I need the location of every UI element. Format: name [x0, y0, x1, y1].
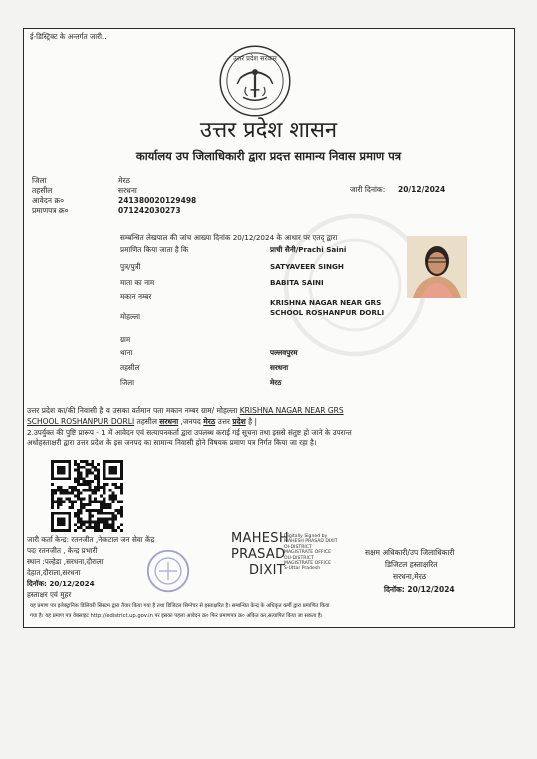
footer-line-2: गया है। यह प्रमाण पत्र वेबसाइट http://edistrict.up.gov.in पर इसका पहला आवेदन क्र० फिर प्रमाणपत्र क्र० अंकित कर,सत्यापित किया जा सकता है।: [30, 613, 323, 619]
tehsil-label: तहसील: [32, 186, 53, 195]
officer-location: सरधना,मेरठ: [393, 572, 427, 581]
para1-line1: उत्तर प्रदेश का/की निवासी है व उसका वर्तमान पता मकान नम्बर ग्राम/ मोहल्ला KRISHNA NAGAR NEAR GRS: [27, 406, 344, 415]
police-station-value: पल्लवपुरम: [270, 348, 298, 357]
applicant-name: प्राची सैनी/Prachi Saini: [270, 245, 347, 254]
district-detail-value: मेरठ: [270, 378, 282, 387]
issuer-date: दिनॉक: 20/12/2024: [27, 579, 95, 588]
detail-label: प्रमाणित किया जाता है कि: [120, 245, 189, 254]
certificate-no-label: प्रमाणपत्र क्र०: [32, 206, 69, 215]
application-no-label: आवेदन क्र०: [32, 196, 65, 205]
emblem-text: उत्तर प्रदेश सरकार: [233, 54, 277, 63]
issue-date-label: जारी दिनांक:: [350, 185, 386, 194]
officer-date: दिनॉक: 20/12/2024: [384, 585, 455, 594]
certificate-no-value: 071242030273: [118, 206, 181, 215]
detail-label: पुत्र/पुत्री: [120, 262, 141, 271]
issuer-place: स्थान :पल्हेडा ,सरधना,दौराला: [27, 557, 104, 566]
tehsil-detail-value: सरधना: [270, 363, 289, 372]
footer-line-1: यह प्रमाण पत्र इलेक्ट्रानिक डिलिवरी सिस्टम द्वारा तैयार किया गया है तथा डिजिटल सिग्नेचर से हस्ताक्षरित है। सम्बन्धित केन्द्र के अधिकृत कर्मी द्वारा प्रमाणित किया: [30, 603, 330, 609]
digital-signature-details: Digitally Signed by MAHESH PRASAD DIXIT OI-DISTRICT MAGISTRATE OFFICE OU-DISTRICT MAGISTRATE OFFICE S-Uttar Pradesh: [284, 534, 338, 572]
para2-line1: 2.उपर्युक्त की पुष्टि प्रारूप - 1 में आवेदन एवं सत्यापनकर्ता द्वारा उपलब्ध कराई गई सूचना तथा इससे संतुष्ट हो जाने के उपरान्त: [27, 428, 352, 437]
signer-name-2: PRASAD: [231, 547, 286, 562]
issuer-post: पदः रतनजीत , केन्द्र प्रभारी: [27, 546, 98, 555]
detail-label: माता का नाम: [120, 278, 155, 287]
qr-code: [51, 460, 123, 532]
detail-label: ग्राम: [120, 335, 131, 344]
signer-name-1: MAHESH: [231, 531, 289, 546]
issuer-place-2: देहात,दौराला,सरधना: [27, 568, 81, 577]
signer-name-3: DIXIT: [249, 563, 286, 578]
locality-value: KRISHNA NAGAR NEAR GRS SCHOOL ROSHANPUR DORLI: [270, 298, 385, 317]
detail-label: जिला: [120, 378, 134, 387]
para1-line2: SCHOOL ROSHANPUR DORLI तहसील सरधना ,जनपद मेरठ उत्तर प्रदेश है |: [27, 417, 258, 426]
application-no-value: 241380020129498: [118, 196, 197, 205]
mother-name: BABITA SAINI: [270, 278, 324, 287]
district-label: जिला: [32, 176, 47, 185]
officer-title: सक्षम अधिकारी/उप जिलाधिकारी: [365, 548, 455, 557]
intro-text: सम्बन्धित लेखपाल की जांच आख्या दिनांक 20/12/2024 के आधार पर एतद् द्वारा: [120, 233, 338, 242]
district-value: मेरठ: [118, 176, 130, 185]
detail-label: मोहल्ला: [120, 312, 140, 321]
address-line2: SCHOOL ROSHANPUR DORLI: [27, 417, 135, 426]
document-subtitle: कार्यालय उप जिलाधिकारी द्वारा प्रदत्त सामान्य निवास प्रमाण पत्र: [135, 149, 402, 163]
digitally-signed-label: डिजिटल हस्ताक्षरित: [385, 560, 438, 569]
applicant-photo: [407, 236, 467, 298]
header-note: ई-डिस्ट्रिक्ट के अन्तर्गत जारी..: [30, 32, 107, 41]
issue-date-value: 20/12/2024: [398, 185, 446, 194]
detail-label: तहसील: [120, 363, 140, 372]
address-line1: KRISHNA NAGAR NEAR GRS: [239, 406, 344, 415]
up-emblem-icon: [218, 44, 292, 118]
detail-label: मकान नम्बर: [120, 292, 152, 301]
detail-label: थाना: [120, 348, 133, 357]
issuer-center: जारी कर्ता केन्द्र: रतनजीत ,नेकटाल जन सेवा केंद्र: [27, 535, 155, 544]
tehsil-value: सरधना: [118, 186, 137, 195]
issuer-signature-label: हस्ताक्षर एवं मुहर: [27, 590, 72, 599]
document-title: उत्तर प्रदेश शासन: [199, 118, 338, 143]
father-name: SATYAVEER SINGH: [270, 262, 344, 271]
stamp-seal: [145, 548, 191, 594]
para2-line2: अधोहस्ताक्षरी द्वारा उत्तर प्रदेश के इस जनपद का सामान्य निवासी होने विषयक प्रमाण पत्र निर्गत किया जा रहा है।: [27, 438, 317, 447]
